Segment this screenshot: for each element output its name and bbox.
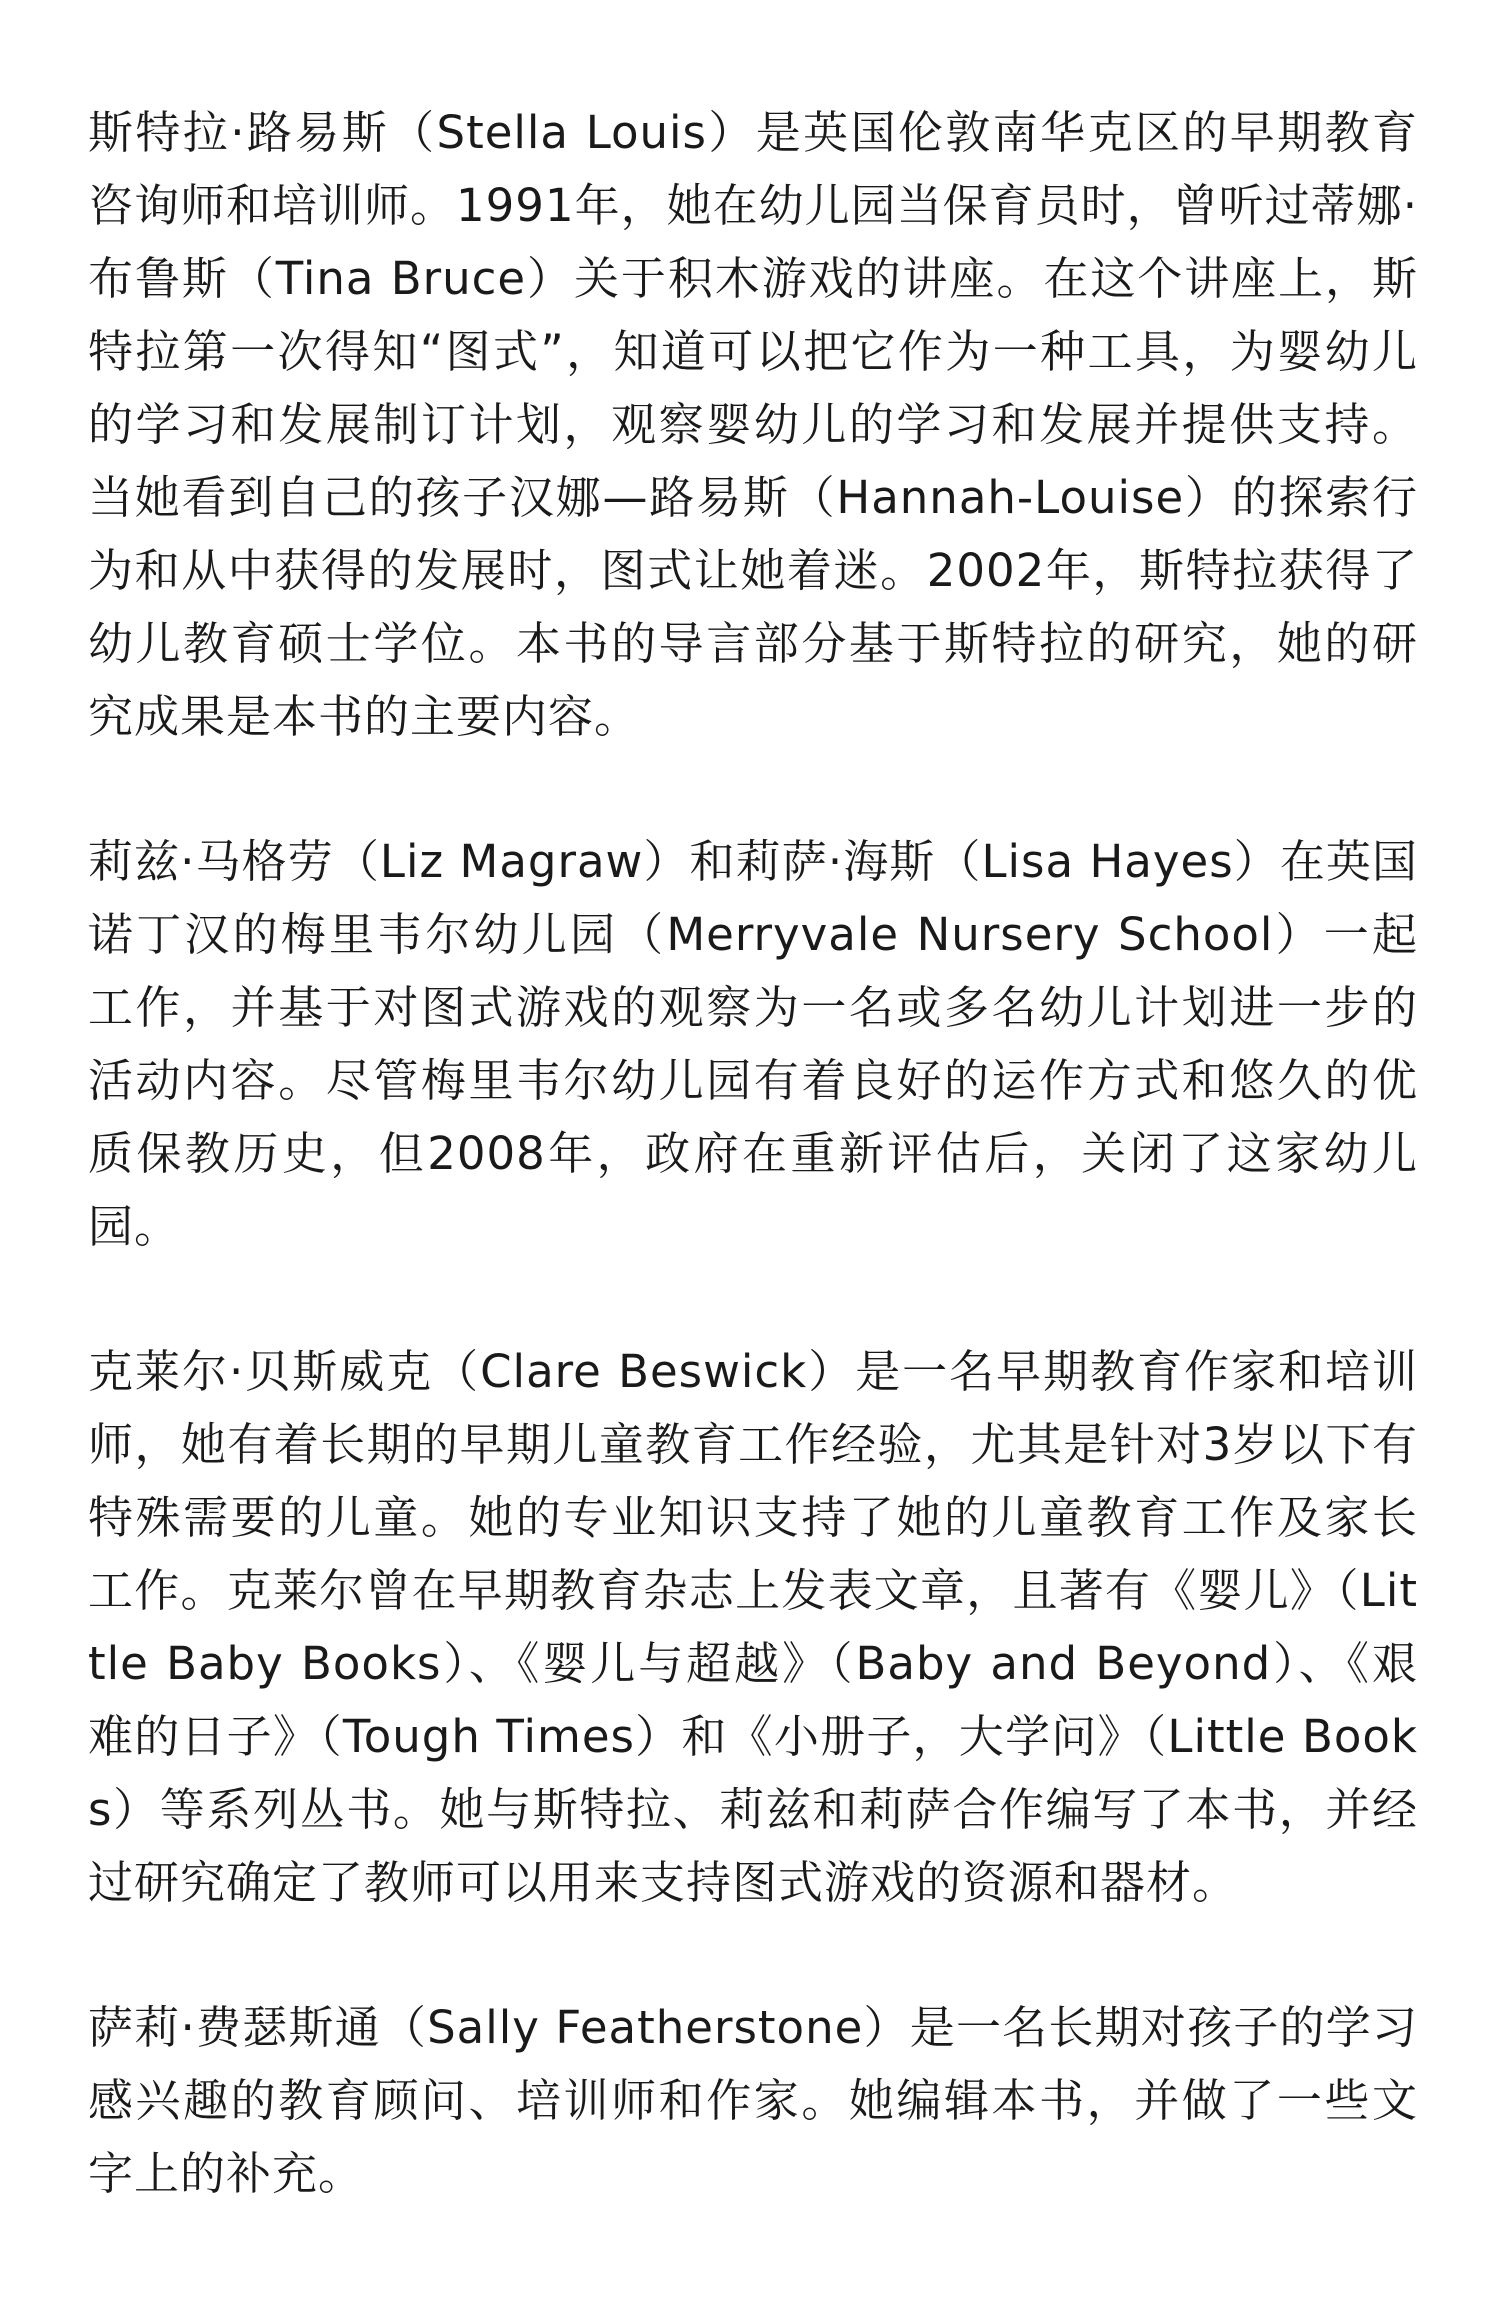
paragraph-stella-louis: 斯特拉·路易斯（Stella Louis）是英国伦敦南华克区的早期教育咨询师和培训师。1991年，她在幼儿园当保育员时，曾听过蒂娜·布鲁斯（Tina Bruce）关于积木游戏的讲座。在这个讲座上，斯特拉第一次得知“图式”，知道可以把它作为一种工具，为婴幼儿的学习和发展制订计划，观察婴幼儿的学习和发展并提供支持。当她看到自己的孩子汉娜—路易斯（Hannah-Louise）的探索行为和从中获得的发展时，图式让她着迷。2002年，斯特拉获得了幼儿教育硕士学位。本书的导言部分基于斯特拉的研究，她的研究成果是本书的主要内容。: [88, 106, 1418, 743]
paragraph-liz-magraw-lisa-hayes: 莉兹·马格劳（Liz Magraw）和莉萨·海斯（Lisa Hayes）在英国诺丁汉的梅里韦尔幼儿园（Merryvale Nursery School）一起工作，并基于对图式游戏的观察为一名或多名幼儿计划进一步的活动内容。尽管梅里韦尔幼儿园有着良好的运作方式和悠久的优质保教历史，但2008年，政府在重新评估后，关闭了这家幼儿园。: [88, 835, 1418, 1253]
document-page: [88, 96, 1418, 2210]
paragraph-clare-beswick: 克莱尔·贝斯威克（Clare Beswick）是一名早期教育作家和培训师，她有着长期的早期儿童教育工作经验，尤其是针对3岁以下有特殊需要的儿童。她的专业知识支持了她的儿童教育工作及家长工作。克莱尔曾在早期教育杂志上发表文章，且著有《婴儿》（Little Baby Books）、《婴儿与超越》（Baby and Beyond）、《艰难的日子》（Tough Times）和《小册子，大学问》（Little Books）等系列丛书。她与斯特拉、莉兹和莉萨合作编写了本书，并经过研究确定了教师可以用来支持图式游戏的资源和器材。: [88, 1345, 1418, 1909]
paragraph-sally-featherstone: 萨莉·费瑟斯通（Sally Featherstone）是一名长期对孩子的学习感兴趣的教育顾问、培训师和作家。她编辑本书，并做了一些文字上的补充。: [88, 2001, 1418, 2200]
